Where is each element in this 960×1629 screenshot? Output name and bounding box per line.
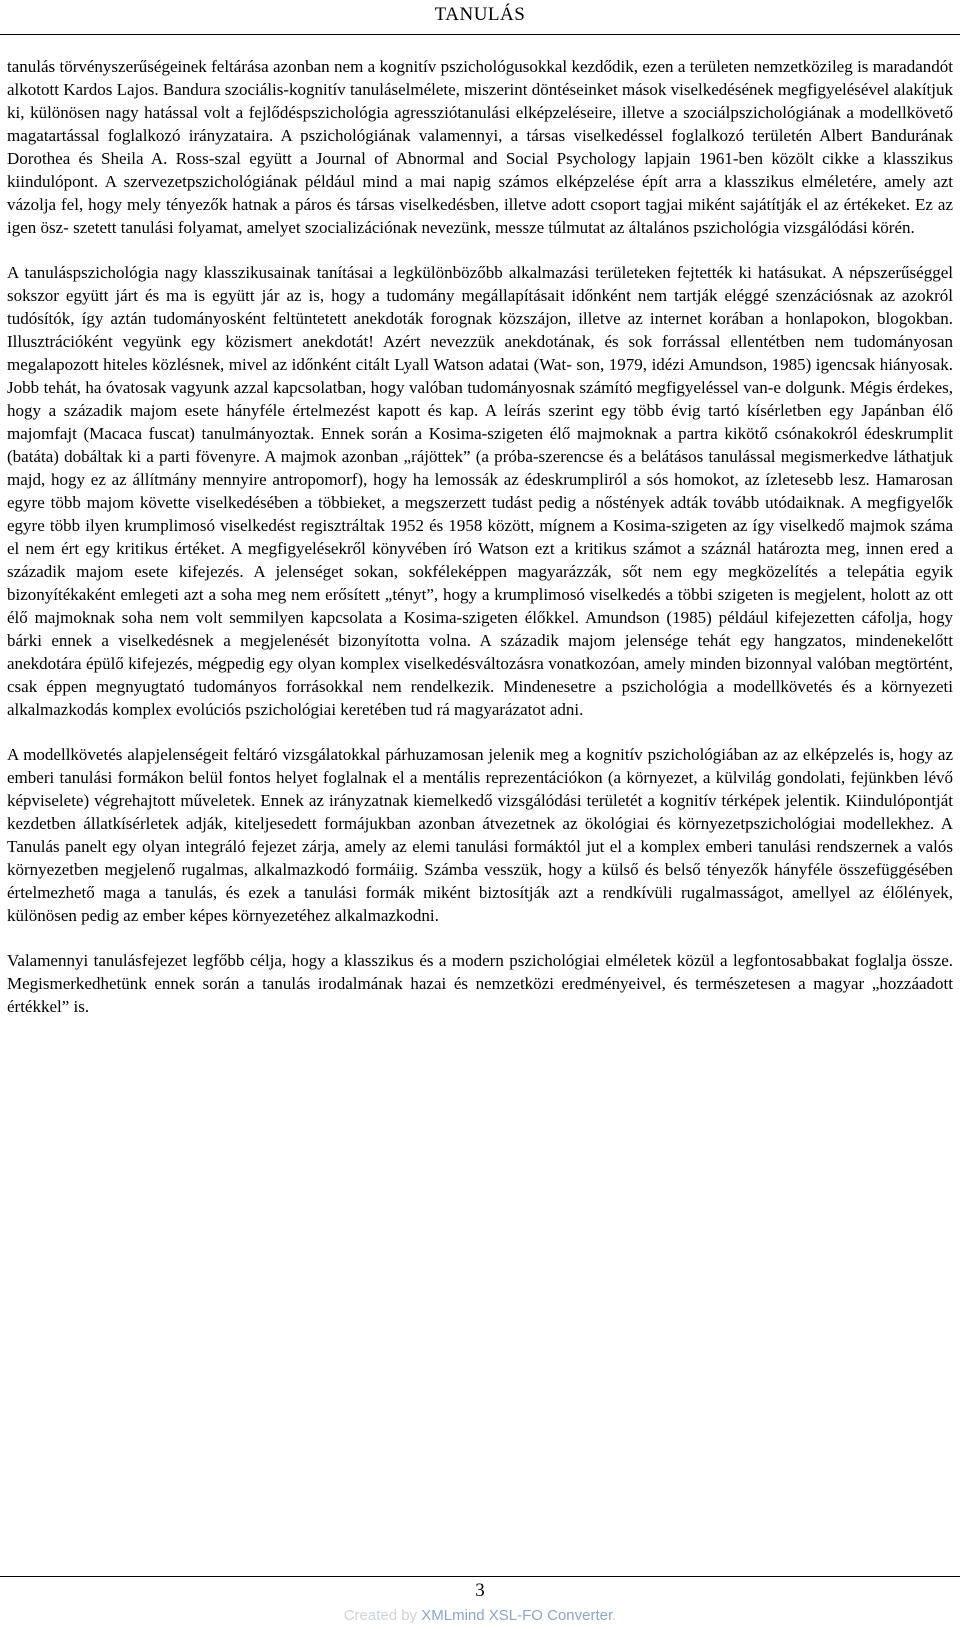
body-text bbox=[7, 55, 953, 1018]
credit-name: XMLmind XSL-FO Converter bbox=[421, 1607, 613, 1624]
credit-suffix: . bbox=[612, 1607, 617, 1624]
page-number: 3 bbox=[475, 1580, 485, 1601]
converter-credit bbox=[0, 1606, 960, 1626]
paragraph-1: tanulás törvényszerűségeinek feltárása azonban nem a kognitív pszichológusokkal kezdődik, ezen a területen nemzetközileg is maradandót alkotott Kardos Lajos. Bandura szociális-kognitív tanuláselmélete, miszerint döntéseinket mások viselkedésének megfigyelésével alakítjuk ki, különösen nagy hatással volt a fejlődéspszichológia agressziótanulási elképzeléseire, illetve a szociálpszichológiának a modellkövető magatartással foglalkozó irányzataira. A pszichológiának valamennyi, a társas viselkedéssel foglalkozó területén Albert Bandurának Dorothea és Sheila A. Ross-szal együtt a Journal of Abnormal and Social Psychology lapjain 1961-ben közölt cikke a klasszikus kiindulópont. A szervezetpszichológiának például mind a mai napig számos elképzelése épít arra a klasszikus elméletére, amely azt vázolja fel, hogy mely tényezők hatnak a páros és társas viselkedésben, illetve adott csoport tagjai miként sajátítják el az értékeket. Ez az igen ösz- szetett tanulási folyamat, amelyet szocializációnak nevezünk, messze túlmutat az általános pszichológia vizsgálódási körén. bbox=[7, 57, 953, 237]
footer-divider bbox=[0, 1576, 960, 1577]
header-title: TANULÁS bbox=[434, 4, 526, 25]
paragraph-4: Valamennyi tanulásfejezet legfőbb célja, hogy a klasszikus és a modern pszichológiai elméletek közül a legfontosabbakat foglalja össze. Megismerkedhetünk ennek során a tanulás irodalmának hazai és nemzetközi eredményeivel, és természetesen a magyar „hozzáadott értékkel” is. bbox=[7, 951, 953, 1016]
paragraph-2: A tanuláspszichológia nagy klasszikusainak tanításai a legkülönbözőbb alkalmazási területeken fejtették ki hatásukat. A népszerűséggel sokszor együtt járt és ma is együtt jár az is, hogy a tudomány megállapításait időnként nem tartják eléggé szenzációsnak az azokról tudósítók, így aztán tudományosként feltüntetett anekdoták forognak közszájon, illetve az internet korában a honlapokon, blogokban. Illusztrációként vegyünk egy közismert anekdotát! Azért nevezzük anekdotának, és sok forrással ellentétben nem tudományosan megalapozott hiteles közlésnek, mivel az időnként citált Lyall Watson adatai (Wat- son, 1979, idézi Amundson, 1985) igencsak hiányosak. Jobb tehát, ha óvatosak vagyunk azzal kapcsolatban, hogy valóban tudományosnak számító megfigyeléssel van-e dolgunk. Mégis érdekes, hogy a századik majom esete hányféle értelmezést kapott és kap. A leírás szerint egy több évig tartó kísérletben egy Japánban élő majomfajt (Macaca fuscat) tanulmányoztak. Ennek során a Kosima-szigeten élő majmoknak a partra kikötő csónakokról édeskrumplit (batáta) dobáltak ki a parti fövenyre. A majmok azonban „rájöttek” (a próba-szerencse és a belátásos tanulással megismerkedve láthatjuk majd, hogy ez az állítmány mennyire antropomorf), hogy ha lemossák az édeskrumpliról a sós homokot, az ízletesebb lesz. Hamarosan egyre több majom követte viselkedésében a többieket, a megszerzett tudást pedig a nőstények adták tovább utódaiknak. A megfigyelők egyre több ilyen krumplimosó viselkedést regisztráltak 1952 és 1958 között, mígnem a Kosima-szigeten az így viselkedő majmok száma el nem ért egy kritikus értéket. A megfigyelésekről könyvében író Watson ezt a kritikus számot a száznál határozta meg, innen ered a századik majom esete kifejezés. A jelenséget sokan, sokféleképpen magyarázzák, sőt nem egy megközelítés a telepátia egyik bizonyítékaként emlegeti azt a soha meg nem erősített „tényt”, hogy a krumplimosó viselkedés a többi szigeten is megjelent, holott az ott élő majmoknak soha nem volt semmilyen kapcsolata a Kosima-szigeten élőkkel. Amundson (1985) például kifejezetten cáfolja, hogy bárki ennek a viselkedésnek a megjelenését bizonyította volna. A századik majom jelensége tehát egy hangzatos, mindenekelőtt anekdotára épülő kifejezés, mégpedig egy olyan komplex viselkedésváltozásra vonatkozóan, amely minden bizonnyal valóban megtörtént, csak éppen megnyugtató tudományos forrásokkal nem rendelkezik. Mindenesetre a pszichológia a modellkövetés és a környezeti alkalmazkodás komplex evolúciós pszichológiai keretében tud rá magyarázatot adni. bbox=[7, 263, 953, 719]
credit-prefix: Created by bbox=[343, 1607, 418, 1624]
paragraph-3: A modellkövetés alapjelenségeit feltáró vizsgálatokkal párhuzamosan jelenik meg a kognitív pszichológiában az az elképzelés is, hogy az emberi tanulási formákon belül fontos helyet foglalnak el a mentális reprezentációkon (a környezet, a külvilág gondolati, fejünkben lévő képviselete) végrehajtott műveletek. Ennek az irányzatnak kiemelkedő vizsgálódási területét a kognitív térképek jelentik. Kiindulópontját kezdetben állatkísérletek adják, kiteljesedett formájukban azonban átvezetnek az ökológiai és környezetpszichológiai modellekhez. A Tanulás panelt egy olyan integráló fejezet zárja, amely az elemi tanulási formáktól jut el a komplex emberi tanulási rendszernek a valós környezetben megjelenő rugalmas, alkalmazkodó formáiig. Számba vesszük, hogy a külső és belső tényezők hányféle összefüggésében értelmezhető maga a tanulás, és ezek a tanulási formák miként biztosítják azt a rendkívüli rugalmasságot, amellyel az élőlények, különösen pedig az ember képes környezetéhez alkalmazkodni. bbox=[7, 745, 953, 925]
running-header bbox=[0, 0, 960, 35]
